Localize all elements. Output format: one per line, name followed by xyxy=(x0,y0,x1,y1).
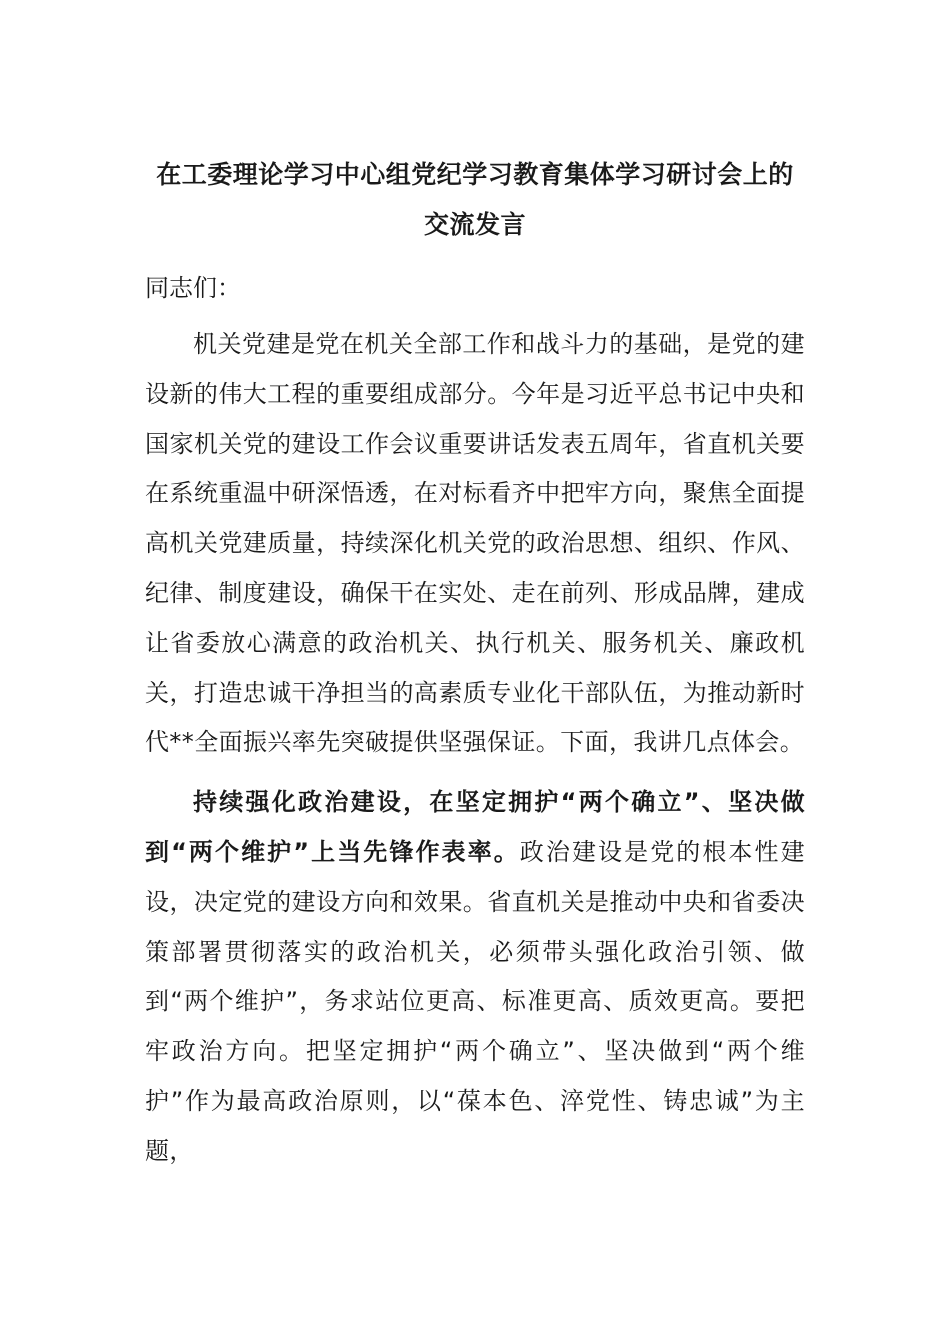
title-line-2: 交流发言 xyxy=(423,210,526,239)
paragraph-2 xyxy=(145,778,805,1176)
document-title xyxy=(133,150,817,250)
paragraph-1: 机关党建是党在机关全部工作和战斗力的基础，是党的建设新的伟大工程的重要组成部分。今年是习近平总书记中央和国家机关党的建设工作会议重要讲话发表五周年，省直机关要在系统重温中研深悟透，在对标看齐中把牢方向，聚焦全面提高机关党建质量，持续深化机关党的政治思想、组织、作风、纪律、制度建设，确保干在实处、走在前列、形成品牌，建成让省委放心满意的政治机关、执行机关、服务机关、廉政机关，打造忠诚干净担当的高素质专业化干部队伍，为推动新时代**全面振兴率先突破提供坚强保证。下面，我讲几点体会。 xyxy=(145,330,805,757)
document-page xyxy=(145,150,805,1187)
paragraph-2-body: 政治建设是党的根本性建设，决定党的建设方向和效果。省直机关是推动中央和省委决策部署贯彻落实的政治机关，必须带头强化政治引领、做到“两个维护”，务求站位更高、标准更高、质效更高。要把牢政治方向。把坚定拥护“两个确立”、坚决做到“两个维护”作为最高政治原则，以“葆本色、淬党性、铸忠诚”为主题， xyxy=(145,837,805,1165)
title-line-1: 在工委理论学习中心组党纪学习教育集体学习研讨会上的 xyxy=(156,160,794,189)
salutation: 同志们： xyxy=(145,274,241,302)
paragraph-2-lead: 持续强化政治建设，在坚定拥护“两个确立”、坚决做到“两个维护”上当先锋作表率。 xyxy=(145,788,805,866)
